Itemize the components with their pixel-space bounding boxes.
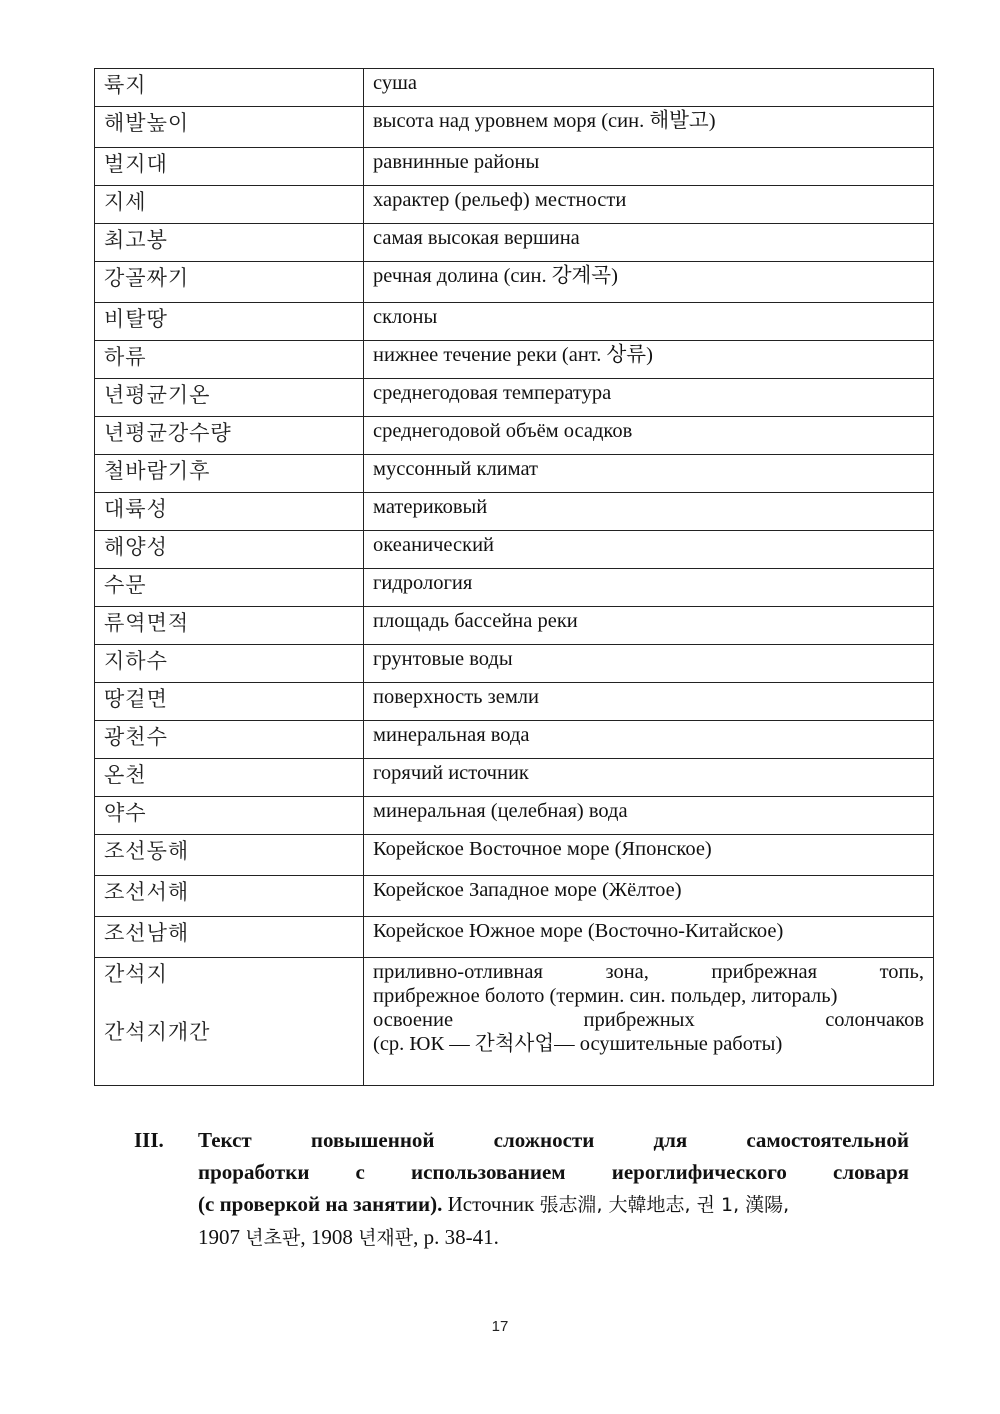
- section-body: [198, 1124, 909, 1254]
- table-row: [95, 645, 934, 683]
- section-source-cjk: 張志淵, 大韓地志, 권 1, 漢陽,: [539, 1194, 790, 1216]
- section-line-4: [198, 1221, 909, 1254]
- page-number: 17: [491, 1318, 509, 1335]
- russian-translation: самая высокая вершина: [364, 224, 934, 262]
- korean-term: 강골짜기: [95, 262, 364, 303]
- korean-term: 류역면적: [95, 607, 364, 645]
- section-line-3-text: Источник: [442, 1192, 540, 1216]
- korean-term: 지세: [95, 186, 364, 224]
- section-year-2: , 1908: [300, 1225, 359, 1249]
- russian-translation-line: приливно-отливная зона, прибрежная топь,: [373, 961, 924, 983]
- table-row: [95, 379, 934, 417]
- korean-term: 조선서해: [95, 876, 364, 917]
- russian-translation: горячий источник: [364, 759, 934, 797]
- korean-term: 철바람기후: [95, 455, 364, 493]
- russian-translation: площадь бассейна реки: [364, 607, 934, 645]
- korean-term: 수문: [95, 569, 364, 607]
- korean-term: 하류: [95, 341, 364, 379]
- russian-translation: склоны: [364, 303, 934, 341]
- korean-term: 땅겉면: [95, 683, 364, 721]
- russian-translation: муссонный климат: [364, 455, 934, 493]
- russian-translation: гидрология: [364, 569, 934, 607]
- russian-translation-cell: [364, 958, 934, 1086]
- korean-term-cell: [95, 958, 364, 1086]
- table-row: [95, 721, 934, 759]
- glossary-table-body: [95, 69, 934, 1086]
- korean-term: 벌지대: [95, 148, 364, 186]
- section-number: III.: [134, 1128, 164, 1152]
- section-line-3: [198, 1188, 909, 1221]
- table-row: [95, 224, 934, 262]
- korean-term: 대륙성: [95, 493, 364, 531]
- table-row: [95, 835, 934, 876]
- russian-translation: высота над уровнем моря (син. 해발고): [364, 107, 934, 148]
- korean-term: 조선남해: [95, 917, 364, 958]
- russian-translation: среднегодовая температура: [364, 379, 934, 417]
- section-pages: , p. 38-41.: [413, 1225, 499, 1249]
- russian-translation: материковый: [364, 493, 934, 531]
- russian-translation-line: освоение прибрежных солончаков: [373, 1009, 924, 1031]
- section-edition-2: 년재판: [358, 1227, 414, 1249]
- table-row: [95, 958, 934, 1086]
- russian-translation: Корейское Восточное море (Японское): [364, 835, 934, 876]
- russian-translation: минеральная вода: [364, 721, 934, 759]
- section-year-1: 1907: [198, 1225, 246, 1249]
- spacer: [104, 986, 354, 1020]
- table-row: [95, 531, 934, 569]
- korean-term: 최고봉: [95, 224, 364, 262]
- table-row: [95, 417, 934, 455]
- table-row: [95, 759, 934, 797]
- russian-translation: океанический: [364, 531, 934, 569]
- korean-term: 륙지: [95, 69, 364, 107]
- korean-term: 온천: [95, 759, 364, 797]
- russian-translation: характер (рельеф) местности: [364, 186, 934, 224]
- table-row: [95, 607, 934, 645]
- korean-term: 년평균강수량: [95, 417, 364, 455]
- table-row: [95, 107, 934, 148]
- section-line-2: проработки с использованием иероглифического словаря: [198, 1160, 909, 1184]
- table-row: [95, 69, 934, 107]
- russian-translation: Корейское Западное море (Жёлтое): [364, 876, 934, 917]
- table-row: [95, 262, 934, 303]
- korean-term: 년평균기온: [95, 379, 364, 417]
- table-row: [95, 917, 934, 958]
- section-line-3-bold: (с проверкой на занятии).: [198, 1192, 443, 1216]
- section-edition-1: 년초판: [245, 1227, 301, 1249]
- korean-term: 해발높이: [95, 107, 364, 148]
- korean-term: 광천수: [95, 721, 364, 759]
- table-row: [95, 569, 934, 607]
- russian-translation: нижнее течение реки (ант. 상류): [364, 341, 934, 379]
- table-row: [95, 493, 934, 531]
- russian-translation: среднегодовой объём осадков: [364, 417, 934, 455]
- table-row: [95, 797, 934, 835]
- glossary-table: [94, 68, 934, 1086]
- table-row: [95, 455, 934, 493]
- russian-translation: поверхность земли: [364, 683, 934, 721]
- russian-translation-line: прибрежное болото (термин. син. польдер, литораль): [373, 985, 838, 1007]
- table-row: [95, 148, 934, 186]
- korean-term: 간석지개간: [104, 1020, 211, 1044]
- korean-term: 간석지: [104, 962, 168, 986]
- section-line-1: Текст повышенной сложности для самостоятельной: [198, 1128, 909, 1152]
- section-iii: [134, 1124, 909, 1254]
- korean-term: 해양성: [95, 531, 364, 569]
- korean-term: 약수: [95, 797, 364, 835]
- korean-term: 지하수: [95, 645, 364, 683]
- table-row: [95, 186, 934, 224]
- russian-translation: минеральная (целебная) вода: [364, 797, 934, 835]
- korean-term: 비탈땅: [95, 303, 364, 341]
- russian-translation-line: (ср. ЮК — 간척사업— осушительные работы): [373, 1033, 783, 1055]
- table-row: [95, 303, 934, 341]
- russian-translation: грунтовые воды: [364, 645, 934, 683]
- table-row: [95, 876, 934, 917]
- russian-translation: Корейское Южное море (Восточно-Китайское): [364, 917, 934, 958]
- korean-term: 조선동해: [95, 835, 364, 876]
- table-row: [95, 341, 934, 379]
- table-row: [95, 683, 934, 721]
- russian-translation: речная долина (син. 강계곡): [364, 262, 934, 303]
- russian-translation: суша: [364, 69, 934, 107]
- russian-translation: равнинные районы: [364, 148, 934, 186]
